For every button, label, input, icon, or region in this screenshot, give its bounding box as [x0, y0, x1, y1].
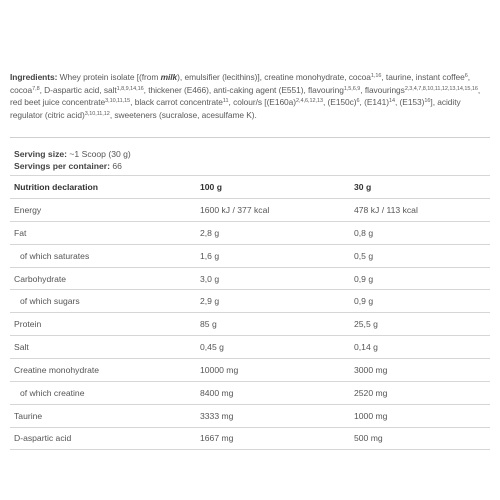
nutrient-name: of which sugars [20, 296, 80, 307]
table-row [10, 289, 490, 312]
ingredients-segment: , cocoa [10, 72, 471, 95]
ingredients-segment: , thickener (E466), anti-caking agent (E551), flavouring [143, 84, 344, 95]
ingredients-label: Ingredients: [10, 72, 58, 82]
footnote-ref: 14 [388, 98, 395, 105]
value-per-30g: 0,14 g [354, 342, 378, 353]
footnote-ref: 1,5,6,9 [343, 85, 361, 92]
value-per-100g: 1600 kJ / 377 kcal [200, 204, 270, 215]
footnote-ref: 16 [424, 98, 431, 105]
value-per-30g: 0,8 g [354, 227, 374, 238]
footnote-ref: 11 [222, 98, 229, 105]
value-per-30g: 0,5 g [354, 250, 374, 261]
table-row [10, 221, 490, 244]
table-header-row [10, 175, 490, 198]
serving-info [14, 148, 131, 172]
servings-per-container-value: 66 [110, 161, 122, 171]
footnote-ref: 6 [464, 73, 468, 79]
ingredients-segment: , taurine, instant coffee [381, 72, 465, 82]
nutrient-name: Energy [14, 204, 42, 215]
allergen-milk: milk [160, 72, 178, 82]
ingredients-segment: , red beet juice concentrate [10, 84, 481, 108]
value-per-100g: 3333 mg [200, 410, 234, 421]
value-per-30g: 2520 mg [354, 387, 388, 398]
value-per-30g: 0,9 g [354, 296, 374, 307]
servings-per-container-label: Servings per container: [14, 161, 110, 171]
value-per-30g: 0,9 g [354, 273, 374, 284]
footnote-ref: 6 [356, 98, 360, 105]
value-per-100g: 2,8 g [200, 227, 220, 238]
value-per-100g: 85 g [200, 319, 217, 330]
nutrient-name: Taurine [14, 410, 43, 421]
ingredients-segment: , flavourings [360, 84, 405, 95]
nutrient-name: Creatine monohydrate [14, 365, 100, 376]
value-per-100g: 10000 mg [200, 365, 239, 376]
serving-size-value: ~1 Scoop (30 g) [67, 149, 131, 159]
value-per-100g: 0,45 g [200, 342, 224, 353]
ingredients-segment: , black carrot concentrate [130, 97, 223, 108]
nutrient-name: Salt [14, 342, 29, 353]
table-row [10, 381, 490, 404]
footnote-ref: 1,16 [370, 73, 382, 79]
serving-size [14, 148, 131, 160]
footnote-ref: 7,8 [32, 85, 40, 92]
ingredients-segment: , colour/s [(E160a) [228, 97, 297, 108]
value-per-100g: 1667 mg [200, 433, 234, 444]
ingredients-segment: Whey protein isolate [(from [57, 72, 161, 82]
footnote-ref: 3,10,11,12 [84, 110, 110, 117]
nutrient-name: Fat [14, 227, 27, 238]
table-row [10, 267, 490, 290]
nutrition-table [10, 175, 490, 450]
servings-per-container [14, 160, 131, 172]
table-row [10, 335, 490, 358]
nutrient-name: of which creatine [20, 387, 85, 398]
footnote-ref: 3,10,11,15 [105, 98, 131, 105]
ingredients-segment: , (E141) [359, 97, 389, 108]
footnote-ref: 2,3,4,7,8,10,11,12,13,14,15,16 [404, 85, 478, 92]
header-per-100g: 100 g [200, 181, 222, 192]
table-row [10, 198, 490, 221]
value-per-30g: 1000 mg [354, 410, 388, 421]
section-divider [10, 137, 490, 138]
value-per-30g: 25,5 g [354, 319, 378, 330]
value-per-100g: 8400 mg [200, 387, 234, 398]
value-per-100g: 3,0 g [200, 273, 220, 284]
nutrient-name: D-aspartic acid [14, 433, 72, 444]
serving-size-label: Serving size: [14, 149, 68, 159]
table-row [10, 244, 490, 267]
ingredients-segment: , (E153) [394, 97, 425, 108]
table-row [10, 404, 490, 427]
ingredients-text [10, 71, 490, 121]
value-per-100g: 2,9 g [200, 296, 220, 307]
nutrient-name: Carbohydrate [14, 273, 67, 284]
header-per-30g: 30 g [354, 181, 372, 192]
value-per-100g: 1,6 g [200, 250, 220, 261]
ingredients-segment: ), emulsifier (lecithins)], creatine monohydrate, cocoa [177, 72, 371, 82]
table-row [10, 358, 490, 381]
footnote-ref: 1,8,9,14,16 [116, 85, 144, 92]
footnote-ref: 2,4,6,12,13 [296, 98, 323, 105]
value-per-30g: 478 kJ / 113 kcal [354, 204, 418, 215]
value-per-30g: 500 mg [354, 433, 383, 444]
nutrient-name: of which saturates [20, 250, 90, 261]
table-row [10, 427, 490, 450]
table-row [10, 312, 490, 335]
ingredients-segment: , D-aspartic acid, salt [39, 84, 117, 95]
nutrient-name: Protein [14, 319, 42, 330]
value-per-30g: 3000 mg [354, 365, 388, 376]
ingredients-segment: , (E150c) [323, 97, 357, 108]
header-nutrition-declaration: Nutrition declaration [14, 181, 99, 192]
ingredients-segment: ], acidity regulator (citric acid) [10, 97, 461, 120]
ingredients-segment: , sweeteners (sucralose, acesulfame K). [109, 109, 257, 120]
